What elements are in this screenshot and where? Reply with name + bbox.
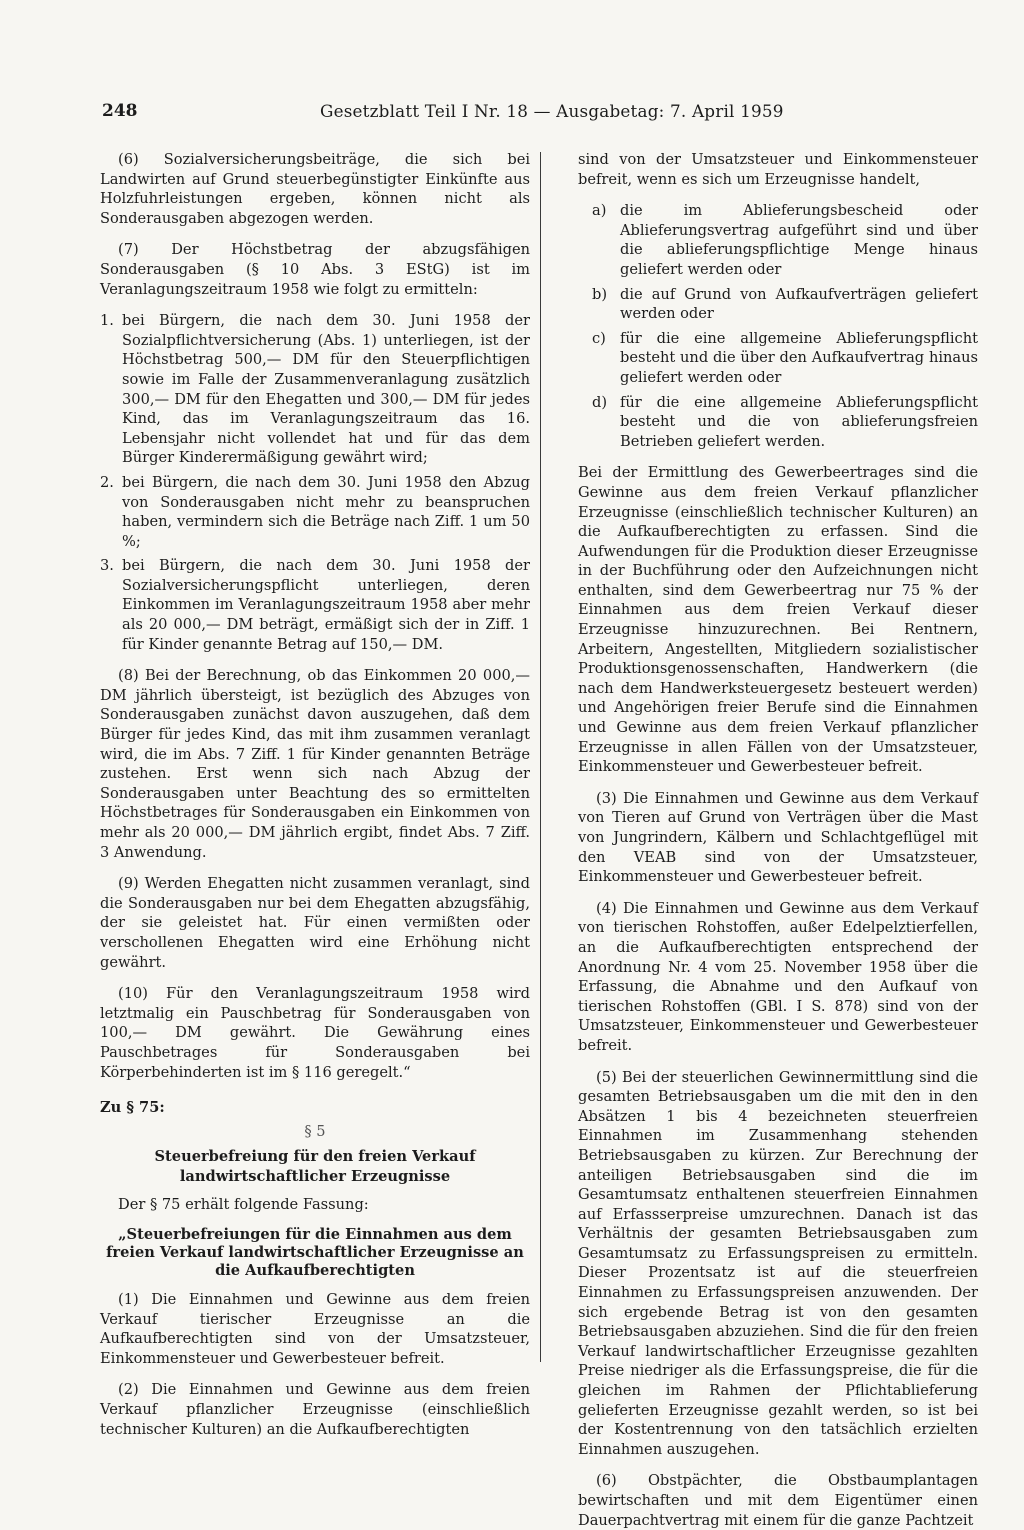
list-item bbox=[100, 473, 530, 551]
list-item-text: die auf Grund von Aufkaufverträgen geliefert werden oder bbox=[620, 285, 978, 323]
quoted-title: „Steuerbefreiungen für die Einnahmen aus dem freien Verkauf landwirtschaftlicher Erzeugnisse an die Aufkaufberechtigten bbox=[106, 1226, 524, 1280]
trade-income-paragraph: Bei der Ermittlung des Gewerbeertrages sind die Gewinne aus dem freien Verkauf pflanzlicher Erzeugnisse (einschließlich technischer Kulturen) an die Aufkaufberechtigten zu erfassen. Sind die Aufwendungen für die Produktion dieser Erzeugnisse in der Buchführung oder den Aufzeichnungen nicht enthalten, sind dem Gewerbeertrag nur 75 % der Einnahmen aus dem freien Verkauf dieser Erzeugnisse hinzuzurechnen. Bei Rentnern, Arbeitern, Angestellten, Mitgliedern sozialistischer Produktionsgenossenschaften, Handwerkern (die nach dem Handwerksteuergesetz besteuert werden) und Angehörigen freier Berufe sind die Einnahmen und Gewinne aus dem freien Verkauf pflanzlicher Erzeugnisse in allen Fällen von der Umsatzsteuer, Einkommensteuer und Gewerbesteuer befreit. bbox=[578, 464, 978, 776]
paragraph-4: (4) Die Einnahmen und Gewinne aus dem Verkauf von tierischen Rohstoffen, außer Edelpelztierfellen, an die Aufkaufberechtigten entsprechend der Anordnung Nr. 4 vom 25. November 1958 über die Erfassung, die Abnahme und den Aufkauf von tierischen Rohstoffen (GBl. I S. 878) sind von der Umsatzsteuer, Einkommensteuer und Gewerbesteuer befreit. bbox=[578, 899, 978, 1054]
list-item bbox=[100, 556, 530, 654]
column-divider bbox=[540, 152, 541, 1362]
list-marker: 2. bbox=[100, 473, 114, 491]
paragraph-9: (9) Werden Ehegatten nicht zusammen veranlagt, sind die Sonderausgaben nur bei dem Ehegatten abzugsfähig, der sie geleistet hat. Für einen vermißten oder verschollenen Ehegatten wird eine Erhöhung nicht gewährt. bbox=[100, 875, 530, 971]
list-marker: a) bbox=[592, 202, 607, 220]
list-item bbox=[578, 329, 978, 388]
zu-paragraph-label: Zu § 75: bbox=[100, 1099, 165, 1117]
paragraph-6-right: (6) Obstpächter, die Obstbaumplantagen bewirtschaften und mit dem Eigentümer einen Dauerpachtvertrag mit einem für die ganze Pachtzeit bbox=[578, 1472, 978, 1529]
page-number: 248 bbox=[102, 101, 138, 121]
list-marker: d) bbox=[592, 393, 608, 411]
page-header bbox=[102, 102, 962, 126]
amendment-intro: Der § 75 erhält folgende Fassung: bbox=[118, 1195, 369, 1213]
list-marker: 1. bbox=[100, 312, 114, 330]
list-item bbox=[578, 393, 978, 452]
list-item bbox=[578, 201, 978, 279]
list-item bbox=[578, 285, 978, 324]
list-item bbox=[100, 311, 530, 468]
paragraph-10: (10) Für den Veranlagungszeitraum 1958 wird letztmalig ein Pauschbetrag für Sonderausgaben von 100,— DM gewährt. Die Gewährung eines Pauschbetrages für Sonderausgaben bei Körperbehinderten ist im § 116 geregelt.“ bbox=[100, 985, 530, 1081]
paragraph-5: (5) Bei der steuerlichen Gewinnermittlung sind die gesamten Betriebsausgaben um die mit den in den Absätzen 1 bis 4 bezeichneten steuerfreien Einnahmen im Zusammenhang stehenden Betriebsausgaben zu kürzen. Zur Berechnung der anteiligen Betriebsausgaben sind die im Gesamtumsatz enthaltenen steuerfreien Einnahmen auf Erfassserpreise umzurechnen. Danach ist das Verhältnis der gesamten Betriebsausgaben zum Gesamtumsatz zu Erfassungspreisen zu ermitteln. Dieser Prozentsatz ist auf die steuerfreien Einnahmen zu Erfassungspreisen anzuwenden. Der sich ergebende Betrag ist von den gesamten Betriebsausgaben abzuziehen. Sind die für den freien Verkauf landwirtschaftlicher Erzeugnisse gezahlten Preise niedriger als die Erfassungspreise, die für die gleichen im Rahmen der Pflichtablieferung gelieferten Erzeugnisse gezahlt werden, so ist bei der Kostentrennung von den tatsächlich erzielten Einnahmen auszugehen. bbox=[578, 1068, 978, 1458]
list-item-text: bei Bürgern, die nach dem 30. Juni 1958 den Abzug von Sonderausgaben nicht mehr zu beanspruchen haben, vermindern sich die Beträge nach Ziff. 1 um 50 %; bbox=[122, 473, 530, 550]
list-item-text: bei Bürgern, die nach dem 30. Juni 1958 der Sozialversicherungspflicht unterliegen, deren Einkommen im Veranlagungszeitraum 1958 aber mehr als 20 000,— DM beträgt, ermäßigt sich der in Ziff. 1 für Kinder genannte Betrag auf 150,— DM. bbox=[122, 557, 530, 653]
list-marker: c) bbox=[592, 329, 606, 347]
paragraph-7: (7) Der Höchstbetrag der abzugsfähigen Sonderausgaben (§ 10 Abs. 3 EStG) ist im Veranlagungszeitraum 1958 wie folgt zu ermitteln: bbox=[100, 241, 530, 298]
list-item-text: die im Ablieferungsbescheid oder Ablieferungsvertrag aufgeführt sind und über die ablieferungspflichtige Menge hinaus geliefert werden oder bbox=[620, 202, 978, 278]
list-marker: 3. bbox=[100, 557, 114, 575]
list-item-text: für die eine allgemeine Ablieferungspflicht besteht und die von ablieferungsfreien Betrieben geliefert werden. bbox=[620, 393, 978, 450]
numbered-list bbox=[100, 311, 530, 654]
quoted-paragraph-1: (1) Die Einnahmen und Gewinne aus dem freien Verkauf tierischer Erzeugnisse an die Aufkaufberechtigten sind von der Umsatzsteuer, Einkommensteuer und Gewerbesteuer befreit. bbox=[100, 1291, 530, 1367]
section-heading: Steuerbefreiung für den freien Verkauf landwirtschaftlicher Erzeugnisse bbox=[154, 1148, 476, 1185]
list-marker: b) bbox=[592, 285, 608, 303]
paragraph-8: (8) Bei der Berechnung, ob das Einkommen 20 000,— DM jährlich übersteigt, ist bezüglich des Abzuges von Sonderausgaben zunächst davon auszugehen, daß dem Bürger für jedes Kind, das mit ihm zusammen veranlagt wird, die im Abs. 7 Ziff. 1 für Kinder genannten Beträge zustehen. Erst wenn sich nach Abzug der Sonderausgaben unter Beachtung des so ermittelten Höchstbetrages für Sonderausgaben ein Einkommen von mehr als 20 000,— DM jährlich ergibt, findet Abs. 7 Ziff. 3 Anwendung. bbox=[100, 667, 530, 861]
paragraph-6: (6) Sozialversicherungsbeiträge, die sich bei Landwirten auf Grund steuerbegünstigter Einkünfte aus Holzfuhrleistungen ergeben, können nicht als Sonderausgaben abgezogen werden. bbox=[100, 151, 530, 227]
lettered-list bbox=[578, 201, 978, 451]
section-mark: § 5 bbox=[304, 1122, 326, 1140]
left-column bbox=[100, 150, 530, 1451]
quoted-paragraph-2: (2) Die Einnahmen und Gewinne aus dem freien Verkauf pflanzlicher Erzeugnisse (einschließlich technischer Kulturen) an die Aufkaufberechtigten bbox=[100, 1381, 530, 1438]
running-head: Gesetzblatt Teil I Nr. 18 — Ausgabetag: 7. April 1959 bbox=[320, 101, 784, 121]
paragraph-3: (3) Die Einnahmen und Gewinne aus dem Verkauf von Tieren auf Grund von Verträgen über die Mast von Jungrindern, Kälbern und Schlachtgeflügel mit den VEAB sind von der Umsatzsteuer, Einkommensteuer und Gewerbesteuer befreit. bbox=[578, 789, 978, 886]
list-item-text: für die eine allgemeine Ablieferungspflicht besteht und die über den Aufkaufvertrag hinaus geliefert werden oder bbox=[620, 329, 978, 386]
right-column bbox=[578, 150, 978, 1529]
list-item-text: bei Bürgern, die nach dem 30. Juni 1958 der Sozialpflichtversicherung (Abs. 1) unterliegen, ist der Höchstbetrag 500,— DM für den Steuerpflichtigen sowie im Falle der Zusammenveranlagung zusätzlich 300,— DM für den Ehegatten und 300,— DM für jedes Kind, das im Veranlagungszeitraum das 16. Lebensjahr nicht vollendet hat und für das dem Bürger Kinderermäßigung gewährt wird; bbox=[122, 312, 530, 467]
continued-text: sind von der Umsatzsteuer und Einkommensteuer befreit, wenn es sich um Erzeugnisse handelt, bbox=[578, 151, 978, 188]
